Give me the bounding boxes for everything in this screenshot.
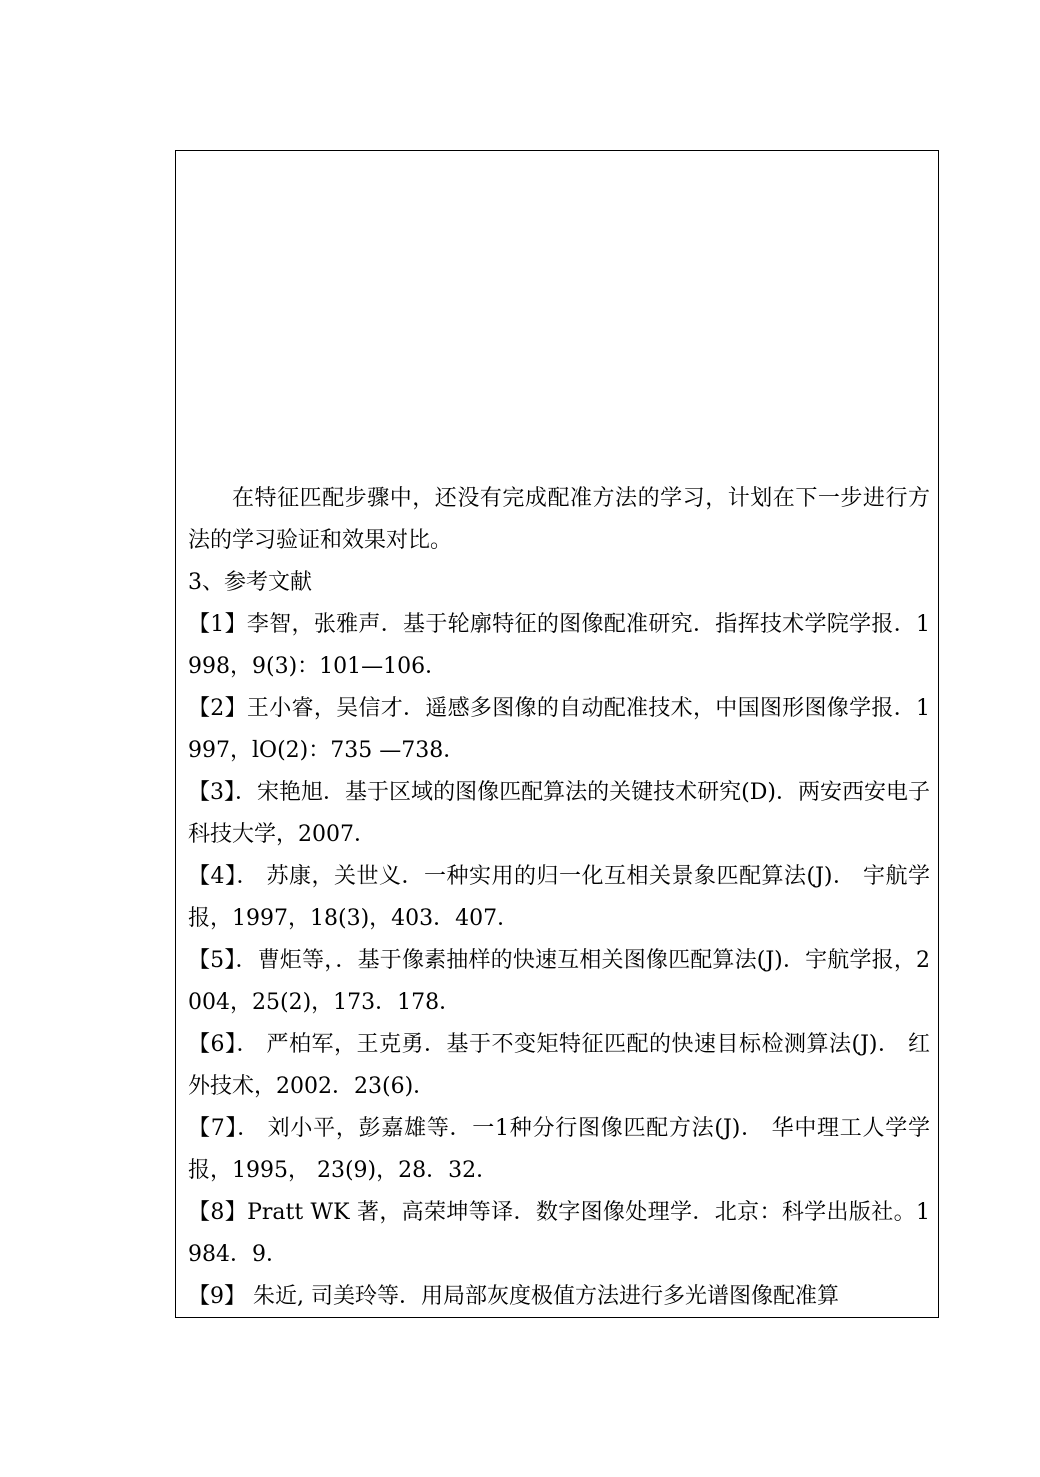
reference-item: 【6】． 严柏军，王克勇．基于不变矩特征匹配的快速目标检测算法(J)． 红外技术，2002．23(6)． <box>188 1032 930 1099</box>
reference-item: 【5】．曹炬等，．基于像素抽样的快速互相关图像匹配算法(J)．宇航学报，2004，25(2)，173．178． <box>188 948 930 1015</box>
cell-content <box>188 478 930 1318</box>
reference-item: 【7】． 刘小平，彭嘉雄等．一1种分行图像匹配方法(J)． 华中理工人学学报，1995， 23(9)，28．32． <box>188 1116 930 1183</box>
reference-item: 【1】李智，张雅声．基于轮廓特征的图像配准研究．指挥技术学院学报．1998，9(3)：101—106． <box>188 612 930 679</box>
reference-item: 【4】． 苏康，关世义．一种实用的归一化互相关景象匹配算法(J)． 宇航学报，1997，18(3)，403．407． <box>188 864 930 931</box>
references-heading: 3、参考文献 <box>188 570 312 595</box>
reference-item: 【8】Pratt WK 著，高荣坤等译．数字图像处理学．北京：科学出版社。1984．9． <box>188 1200 930 1267</box>
reference-item: 【2】王小睿，吴信才．遥感多图像的自动配准技术，中国图形图像学报．1997，lO(2)：735 —738． <box>188 696 930 763</box>
progress-paragraph: 在特征匹配步骤中，还没有完成配准方法的学习，计划在下一步进行方法的学习验证和效果对比。 <box>188 486 930 553</box>
reference-list <box>188 604 930 1318</box>
reference-item: 【3】．宋艳旭．基于区域的图像匹配算法的关键技术研究(D)．两安西安电子科技大学，2007． <box>188 780 930 847</box>
reference-item: 【9】 朱近, 司美玲等．用局部灰度极值方法进行多光谱图像配准算 <box>188 1284 839 1309</box>
